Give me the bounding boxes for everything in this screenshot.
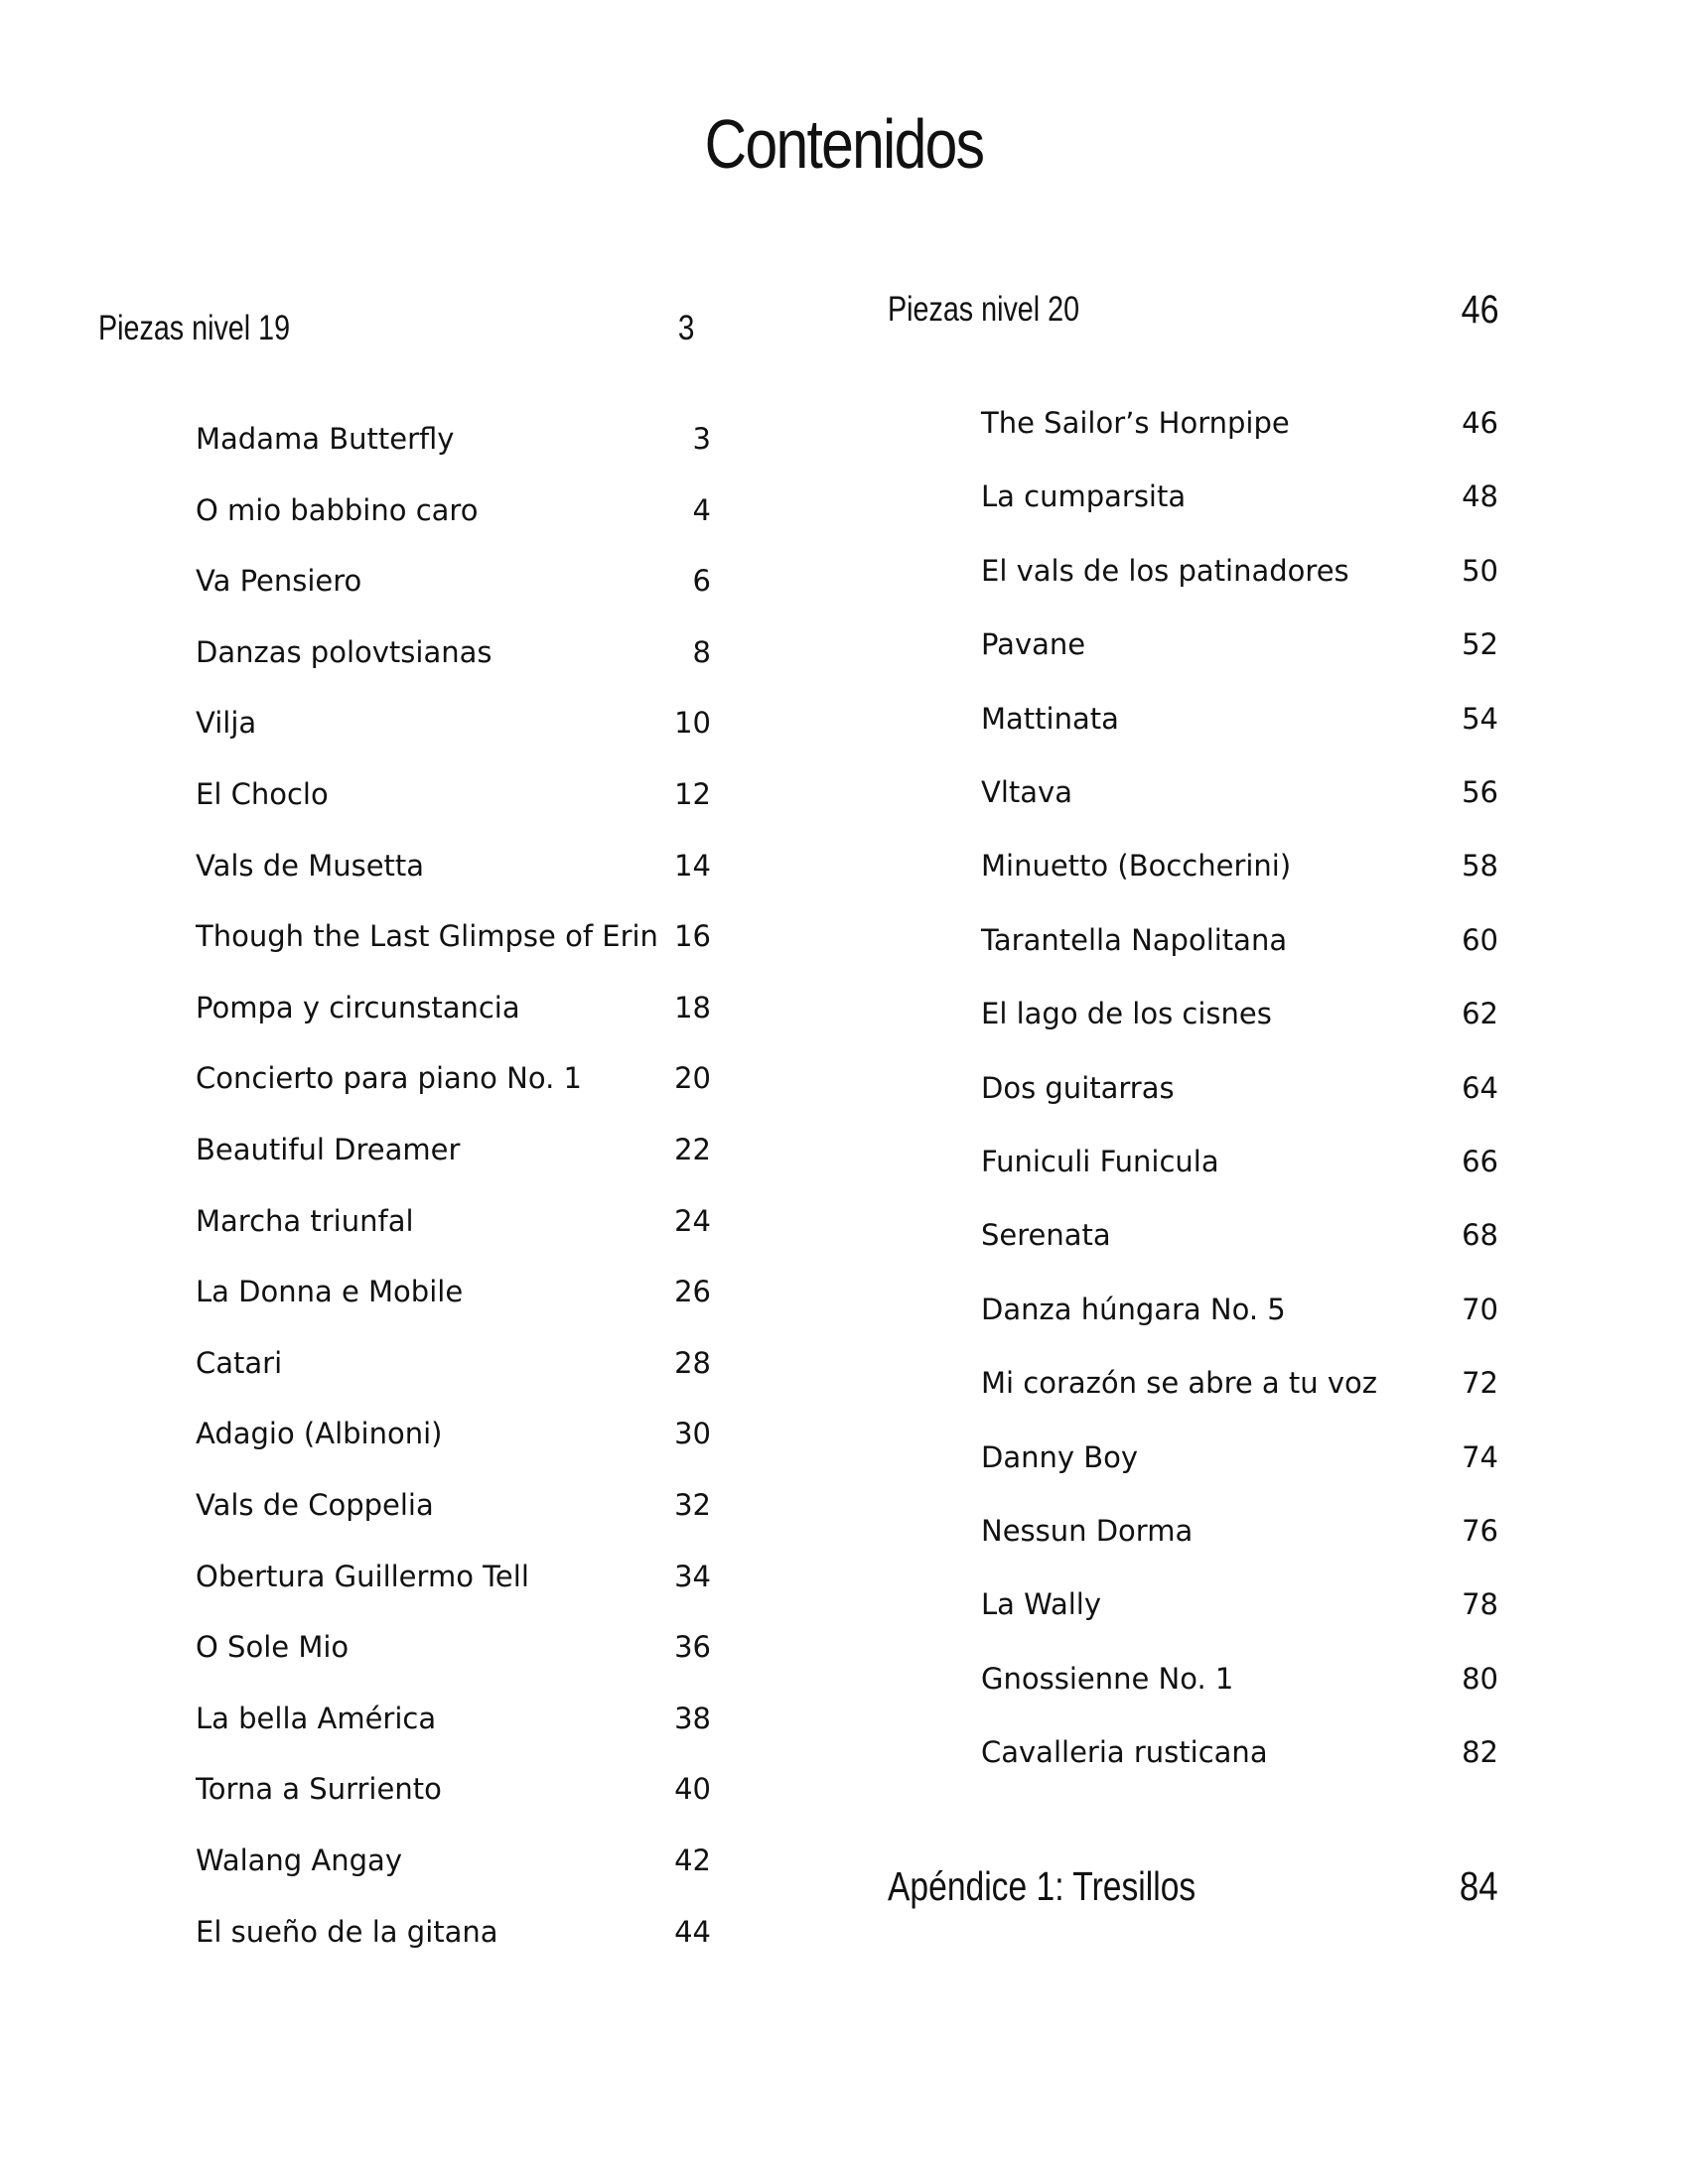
toc-entry-title: Catari bbox=[196, 1345, 283, 1380]
toc-entry-title: Marcha triunfal bbox=[196, 1203, 414, 1238]
section-page: 3 bbox=[677, 309, 694, 347]
section-label: Piezas nivel 19 bbox=[98, 309, 291, 347]
toc-heading-level-19[interactable] bbox=[98, 299, 694, 358]
toc-entry-page: 14 bbox=[674, 848, 711, 883]
toc-entry-page: 46 bbox=[1462, 406, 1498, 440]
page-title: Contenidos bbox=[704, 105, 984, 183]
toc-entry-title: Torna a Surriento bbox=[196, 1772, 442, 1807]
toc-entry[interactable] bbox=[196, 911, 711, 961]
toc-entry[interactable] bbox=[981, 1654, 1498, 1704]
toc-entry-page: 18 bbox=[674, 990, 711, 1024]
toc-entry-title: Obertura Guillermo Tell bbox=[196, 1559, 529, 1593]
section-label: Piezas nivel 20 bbox=[888, 290, 1080, 329]
toc-entry-page: 30 bbox=[674, 1417, 711, 1451]
toc-entry-title: Nessun Dorma bbox=[981, 1514, 1194, 1548]
toc-entry-page: 36 bbox=[674, 1630, 711, 1665]
toc-entry-page: 38 bbox=[674, 1701, 711, 1735]
toc-entry[interactable] bbox=[196, 485, 711, 535]
toc-entry-title: Danny Boy bbox=[981, 1439, 1139, 1474]
toc-entry[interactable] bbox=[981, 1727, 1498, 1777]
toc-entry[interactable] bbox=[196, 1552, 711, 1601]
toc-entry-title: Tarantella Napolitana bbox=[981, 922, 1288, 957]
toc-entry-page: 66 bbox=[1462, 1145, 1498, 1178]
toc-entry-title: Funiculi Funicula bbox=[981, 1145, 1219, 1178]
toc-entry[interactable] bbox=[196, 1196, 711, 1246]
toc-entry-page: 22 bbox=[674, 1133, 711, 1166]
toc-entry[interactable] bbox=[981, 915, 1498, 965]
toc-entry[interactable] bbox=[981, 619, 1498, 669]
toc-entry-page: 74 bbox=[1462, 1439, 1498, 1474]
toc-entry-page: 26 bbox=[674, 1275, 711, 1309]
toc-entry-title: O mio babbino caro bbox=[196, 492, 479, 527]
toc-entry-title: La bella América bbox=[196, 1701, 437, 1735]
toc-entry-page: 58 bbox=[1462, 849, 1498, 884]
toc-entry-title: La Wally bbox=[981, 1587, 1102, 1622]
toc-entry-title: The Sailor’s Hornpipe bbox=[981, 406, 1290, 440]
toc-entry-title: Adagio (Albinoni) bbox=[196, 1417, 443, 1451]
toc-entry[interactable] bbox=[981, 1506, 1498, 1556]
toc-entry[interactable] bbox=[196, 1053, 711, 1103]
toc-entry-page: 20 bbox=[674, 1061, 711, 1096]
toc-entry-page: 80 bbox=[1462, 1661, 1498, 1696]
toc-entry-page: 32 bbox=[674, 1488, 711, 1522]
toc-entry-page: 24 bbox=[674, 1203, 711, 1238]
toc-entry[interactable] bbox=[981, 546, 1498, 596]
toc-entry[interactable] bbox=[981, 1285, 1498, 1334]
toc-entry-title: O Sole Mio bbox=[196, 1630, 350, 1665]
toc-entry[interactable] bbox=[196, 1338, 711, 1388]
toc-entry[interactable] bbox=[196, 414, 711, 464]
toc-entry[interactable] bbox=[981, 1579, 1498, 1629]
toc-entry[interactable] bbox=[981, 1137, 1498, 1186]
toc-entry[interactable] bbox=[196, 1694, 711, 1743]
toc-entry-page: 42 bbox=[674, 1843, 711, 1877]
toc-entry-title: Vals de Musetta bbox=[196, 848, 425, 883]
toc-entry-title: Walang Angay bbox=[196, 1843, 402, 1877]
toc-entry[interactable] bbox=[196, 1764, 711, 1814]
toc-entry-page: 68 bbox=[1462, 1218, 1498, 1253]
toc-entry-page: 8 bbox=[692, 634, 711, 669]
toc-entry-title: El Choclo bbox=[196, 777, 329, 811]
toc-entry-page: 72 bbox=[1462, 1366, 1498, 1401]
toc-entry[interactable] bbox=[981, 841, 1498, 890]
toc-entry[interactable] bbox=[196, 698, 711, 748]
toc-entry-title: Pompa y circunstancia bbox=[196, 990, 520, 1024]
toc-entry-title: Though the Last Glimpse of Erin bbox=[196, 919, 658, 954]
toc-entry-page: 54 bbox=[1462, 701, 1498, 736]
toc-entry-title: Serenata bbox=[981, 1218, 1111, 1253]
toc-entry-page: 60 bbox=[1462, 922, 1498, 957]
toc-entry-page: 64 bbox=[1462, 1070, 1498, 1105]
toc-entry-title: Gnossienne No. 1 bbox=[981, 1661, 1234, 1696]
toc-entry-title: El vals de los patinadores bbox=[981, 553, 1349, 588]
toc-entry-page: 4 bbox=[692, 492, 711, 527]
toc-entry-page: 48 bbox=[1462, 479, 1498, 514]
toc-entry-title: Madama Butterfly bbox=[196, 422, 455, 456]
toc-entry-page: 16 bbox=[674, 919, 711, 954]
toc-entry-title: Dos guitarras bbox=[981, 1070, 1175, 1105]
toc-entry-title: Vltava bbox=[981, 775, 1072, 809]
toc-entry[interactable] bbox=[981, 1433, 1498, 1482]
toc-entry-title: Danza húngara No. 5 bbox=[981, 1292, 1286, 1326]
toc-heading-appendix[interactable] bbox=[888, 1856, 1498, 1916]
toc-entry[interactable] bbox=[981, 989, 1498, 1038]
toc-entry[interactable] bbox=[981, 472, 1498, 521]
toc-entry-page: 50 bbox=[1462, 553, 1498, 588]
toc-entry-title: Vals de Coppelia bbox=[196, 1488, 434, 1522]
toc-entry-title: La Donna e Mobile bbox=[196, 1275, 464, 1309]
toc-entry-page: 44 bbox=[674, 1914, 711, 1949]
toc-entry-title: Vilja bbox=[196, 706, 257, 741]
toc-entry-page: 70 bbox=[1462, 1292, 1498, 1326]
toc-entry-title: Cavalleria rusticana bbox=[981, 1735, 1268, 1770]
section-page: 84 bbox=[1460, 1862, 1498, 1909]
toc-entry[interactable] bbox=[196, 1480, 711, 1530]
toc-entry-page: 40 bbox=[674, 1772, 711, 1807]
toc-entry-title: Minuetto (Boccherini) bbox=[981, 849, 1292, 884]
toc-entry[interactable] bbox=[196, 1125, 711, 1174]
toc-entry[interactable] bbox=[196, 1409, 711, 1458]
toc-entry-page: 62 bbox=[1462, 997, 1498, 1031]
toc-entry-page: 28 bbox=[674, 1345, 711, 1380]
toc-entry-page: 56 bbox=[1462, 775, 1498, 809]
toc-entry-page: 76 bbox=[1462, 1514, 1498, 1548]
toc-entry[interactable] bbox=[196, 627, 711, 677]
toc-entry[interactable] bbox=[196, 841, 711, 890]
toc-heading-level-20[interactable] bbox=[888, 280, 1498, 340]
section-page: 46 bbox=[1461, 287, 1498, 332]
toc-entry-title: La cumparsita bbox=[981, 479, 1187, 514]
toc-entry-title: Mi corazón se abre a tu voz bbox=[981, 1366, 1378, 1401]
toc-entry[interactable] bbox=[196, 556, 711, 606]
toc-entry-title: Beautiful Dreamer bbox=[196, 1133, 461, 1166]
toc-entry-title: Danzas polovtsianas bbox=[196, 634, 492, 669]
toc-entry[interactable] bbox=[196, 769, 711, 819]
toc-entry[interactable] bbox=[981, 1210, 1498, 1260]
toc-entry-title: Mattinata bbox=[981, 701, 1119, 736]
toc-entry-page: 12 bbox=[674, 777, 711, 811]
toc-entry[interactable] bbox=[196, 1836, 711, 1885]
toc-entry-title: El sueño de la gitana bbox=[196, 1914, 498, 1949]
toc-entry[interactable] bbox=[196, 1267, 711, 1316]
toc-entry-page: 52 bbox=[1462, 627, 1498, 662]
toc-entry[interactable] bbox=[981, 1063, 1498, 1113]
section-label: Apéndice 1: Tresillos bbox=[888, 1862, 1196, 1909]
toc-entry-title: Va Pensiero bbox=[196, 564, 362, 599]
toc-entry[interactable] bbox=[981, 398, 1498, 448]
toc-entry[interactable] bbox=[196, 1907, 711, 1957]
toc-entry[interactable] bbox=[196, 1622, 711, 1672]
toc-entry-title: Pavane bbox=[981, 627, 1086, 662]
toc-entry[interactable] bbox=[981, 1358, 1498, 1408]
toc-entry[interactable] bbox=[981, 767, 1498, 817]
toc-entry[interactable] bbox=[981, 694, 1498, 744]
toc-entry-page: 82 bbox=[1462, 1735, 1498, 1770]
toc-entry-page: 34 bbox=[674, 1559, 711, 1593]
toc-entry-page: 78 bbox=[1462, 1587, 1498, 1622]
toc-entry-title: El lago de los cisnes bbox=[981, 997, 1272, 1031]
toc-entry[interactable] bbox=[196, 983, 711, 1032]
toc-entry-page: 3 bbox=[692, 422, 711, 456]
toc-entry-page: 6 bbox=[692, 564, 711, 599]
toc-entry-title: Concierto para piano No. 1 bbox=[196, 1061, 582, 1096]
toc-entry-page: 10 bbox=[674, 706, 711, 741]
